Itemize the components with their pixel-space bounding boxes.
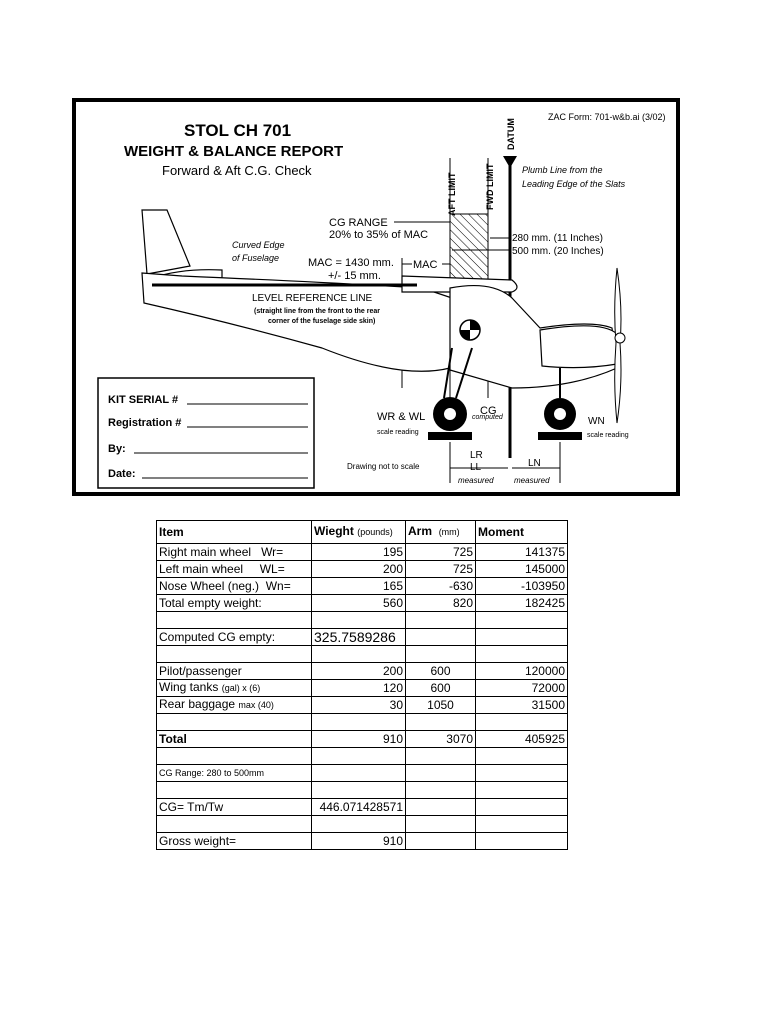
empty-cell [312,714,406,731]
registration-label: Registration # [108,417,182,429]
wing-tanks-note: (gal) x (6) [221,683,261,693]
cell-item: Computed CG empty: [157,629,312,646]
kit-serial-label: KIT SERIAL # [108,394,179,406]
table-row [157,595,568,612]
curved-edge1: Curved Edge [232,240,285,250]
cell-arm[interactable]: 725 [406,544,476,561]
cell-item: Total [157,731,312,748]
left-main-label: Left main wheel [159,562,244,576]
cg-computed: computed [472,414,503,421]
cell-weight: 910 [312,731,406,748]
wr-wl-scale: scale reading [377,429,419,436]
cell-item: Gross weight= [157,833,312,850]
empty-cell [476,816,568,833]
nose-wheel-sym: Wn= [265,579,291,593]
empty-cell [406,782,476,799]
cell-moment: 182425 [476,595,568,612]
table-row [157,833,568,850]
spacer-row [157,612,568,629]
weight-balance-diagram [72,98,680,496]
header-arm-text: Arm [408,524,433,538]
wn-label: WN [588,416,605,427]
fwd-limit-label: FWD LIMIT [485,163,495,210]
wing-tanks-label: Wing tanks [159,680,219,694]
empty-cell [157,816,312,833]
table-row [157,731,568,748]
rear-baggage-note: max (40) [238,700,274,710]
aircraft-diagram-svg [72,98,680,496]
empty-cell [406,816,476,833]
nose-scale [538,432,582,440]
spacer-row [157,714,568,731]
table-row [157,544,568,561]
cell-weight: 910 [312,833,406,850]
empty-cell [157,612,312,629]
right-main-sym: Wr= [261,545,284,559]
cell-moment: 31500 [476,697,568,714]
table-header-row [157,521,568,544]
form-id: ZAC Form: 701-w&b.ai (3/02) [548,112,666,122]
title-line3: Forward & Aft C.G. Check [162,163,312,178]
cg-label: CG [480,405,497,417]
header-weight [312,521,406,544]
measured-1: measured [458,476,494,485]
cell-arm[interactable]: 600 [406,680,476,697]
date-label: Date: [108,468,136,480]
empty-cell [157,714,312,731]
mac-arrow-label: MAC [413,259,438,271]
spacer-row [157,646,568,663]
measured-2: measured [514,476,550,485]
header-arm [406,521,476,544]
level-ref-note1: (straight line from the front to the rear [254,308,381,315]
cell-item [157,544,312,561]
empty-cell [476,612,568,629]
cell-weight[interactable]: 195 [312,544,406,561]
engine-cowling [540,326,617,368]
left-main-sym: WL= [259,562,285,576]
table-row [157,578,568,595]
table-row [157,680,568,697]
empty-cell [406,765,476,782]
table-row [157,799,568,816]
wn-scale: scale reading [587,432,629,439]
empty-cell [157,646,312,663]
cg-symbol [460,320,480,340]
empty-cell [476,765,568,782]
empty-cell [406,612,476,629]
header-weight-text: Wieght [314,524,354,538]
wr-wl-label: WR & WL [377,411,426,423]
cell-item: CG Range: 280 to 500mm [157,765,312,782]
empty-cell [406,714,476,731]
title-line2: WEIGHT & BALANCE REPORT [124,143,344,160]
spacer-row [157,816,568,833]
header-weight-unit: (pounds) [357,527,393,537]
empty-cell [157,748,312,765]
rear-baggage-label: Rear baggage [159,697,236,711]
curved-edge2: of Fuselage [232,253,280,263]
cell-moment: 72000 [476,680,568,697]
table-row [157,629,568,646]
cell-item [157,578,312,595]
cg-range-label2: 20% to 35% of MAC [329,229,429,241]
propeller [615,268,621,423]
cell-cg-value: 446.071428571 [312,799,406,816]
level-ref-note2: corner of the fuselage side skin) [268,318,376,325]
cell-arm: 3070 [406,731,476,748]
plumb-line1: Plumb Line from the [522,165,603,175]
header-moment-text: Moment [478,524,524,539]
empty-cell [312,646,406,663]
empty-cell [406,748,476,765]
cell-weight[interactable]: 200 [312,561,406,578]
cell-arm[interactable]: 600 [406,663,476,680]
empty-cell [406,833,476,850]
nose-wheel-hub [554,408,566,420]
cell-item: Pilot/passenger [157,663,312,680]
cell-weight: 560 [312,595,406,612]
cell-weight[interactable]: 120 [312,680,406,697]
title-line1: STOL CH 701 [184,121,292,140]
nose-wheel-label: Nose Wheel (neg.) [159,579,260,593]
cell-moment: -103950 [476,578,568,595]
cell-weight[interactable]: 165 [312,578,406,595]
empty-cell [157,782,312,799]
weight-balance-table [156,520,568,850]
cell-arm[interactable]: 725 [406,561,476,578]
mac-label2: +/- 15 mm. [328,270,381,282]
datum-label: DATUM [506,118,516,150]
header-arm-unit: (mm) [438,527,460,537]
empty-cell [312,782,406,799]
empty-cell [406,799,476,816]
spacer-row [157,782,568,799]
dist-500: 500 mm. (20 Inches) [512,246,604,257]
not-to-scale: Drawing not to scale [347,462,420,471]
table-row [157,697,568,714]
aft-limit-label: AFT LIMIT [447,172,457,216]
empty-cell [476,714,568,731]
cell-item: Total empty weight: [157,595,312,612]
empty-cell [476,833,568,850]
cell-weight[interactable]: 30 [312,697,406,714]
by-label: By: [108,443,126,455]
cell-moment: 405925 [476,731,568,748]
spinner [615,333,625,343]
table-row [157,765,568,782]
table-row [157,561,568,578]
empty-cell [312,816,406,833]
empty-cell [312,612,406,629]
cell-moment: 120000 [476,663,568,680]
cell-weight[interactable]: 200 [312,663,406,680]
level-ref-label: LEVEL REFERENCE LINE [252,293,373,304]
header-item-text: Item [159,524,184,539]
empty-cell [312,748,406,765]
cell-item: CG= Tm/Tw [157,799,312,816]
spacer-row [157,748,568,765]
ln-label: LN [528,458,541,469]
empty-cell [406,646,476,663]
empty-cell [476,782,568,799]
mac-label1: MAC = 1430 mm. [308,257,394,269]
cell-arm: 820 [406,595,476,612]
cell-item [157,697,312,714]
lr-label: LR [470,450,483,461]
empty-cell [476,799,568,816]
empty-cell [312,765,406,782]
empty-cell [476,629,568,646]
cell-item [157,680,312,697]
empty-cell [476,748,568,765]
cell-item [157,561,312,578]
cell-arm[interactable]: 1050 [406,697,476,714]
right-main-label: Right main wheel [159,545,252,559]
cell-computed-cg: 325.7589286 [312,629,406,646]
dist-280: 280 mm. (11 Inches) [512,233,603,244]
cell-moment: 141375 [476,544,568,561]
main-wheel-hub [444,408,456,420]
ll-label: LL [470,462,482,473]
empty-cell [406,629,476,646]
main-scale [428,432,472,440]
header-moment [476,521,568,544]
header-item [157,521,312,544]
cell-arm[interactable]: -630 [406,578,476,595]
empty-cell [476,646,568,663]
table-row [157,663,568,680]
cg-range-label1: CG RANGE [329,217,388,229]
cell-moment: 145000 [476,561,568,578]
plumb-line2: Leading Edge of the Slats [522,179,626,189]
